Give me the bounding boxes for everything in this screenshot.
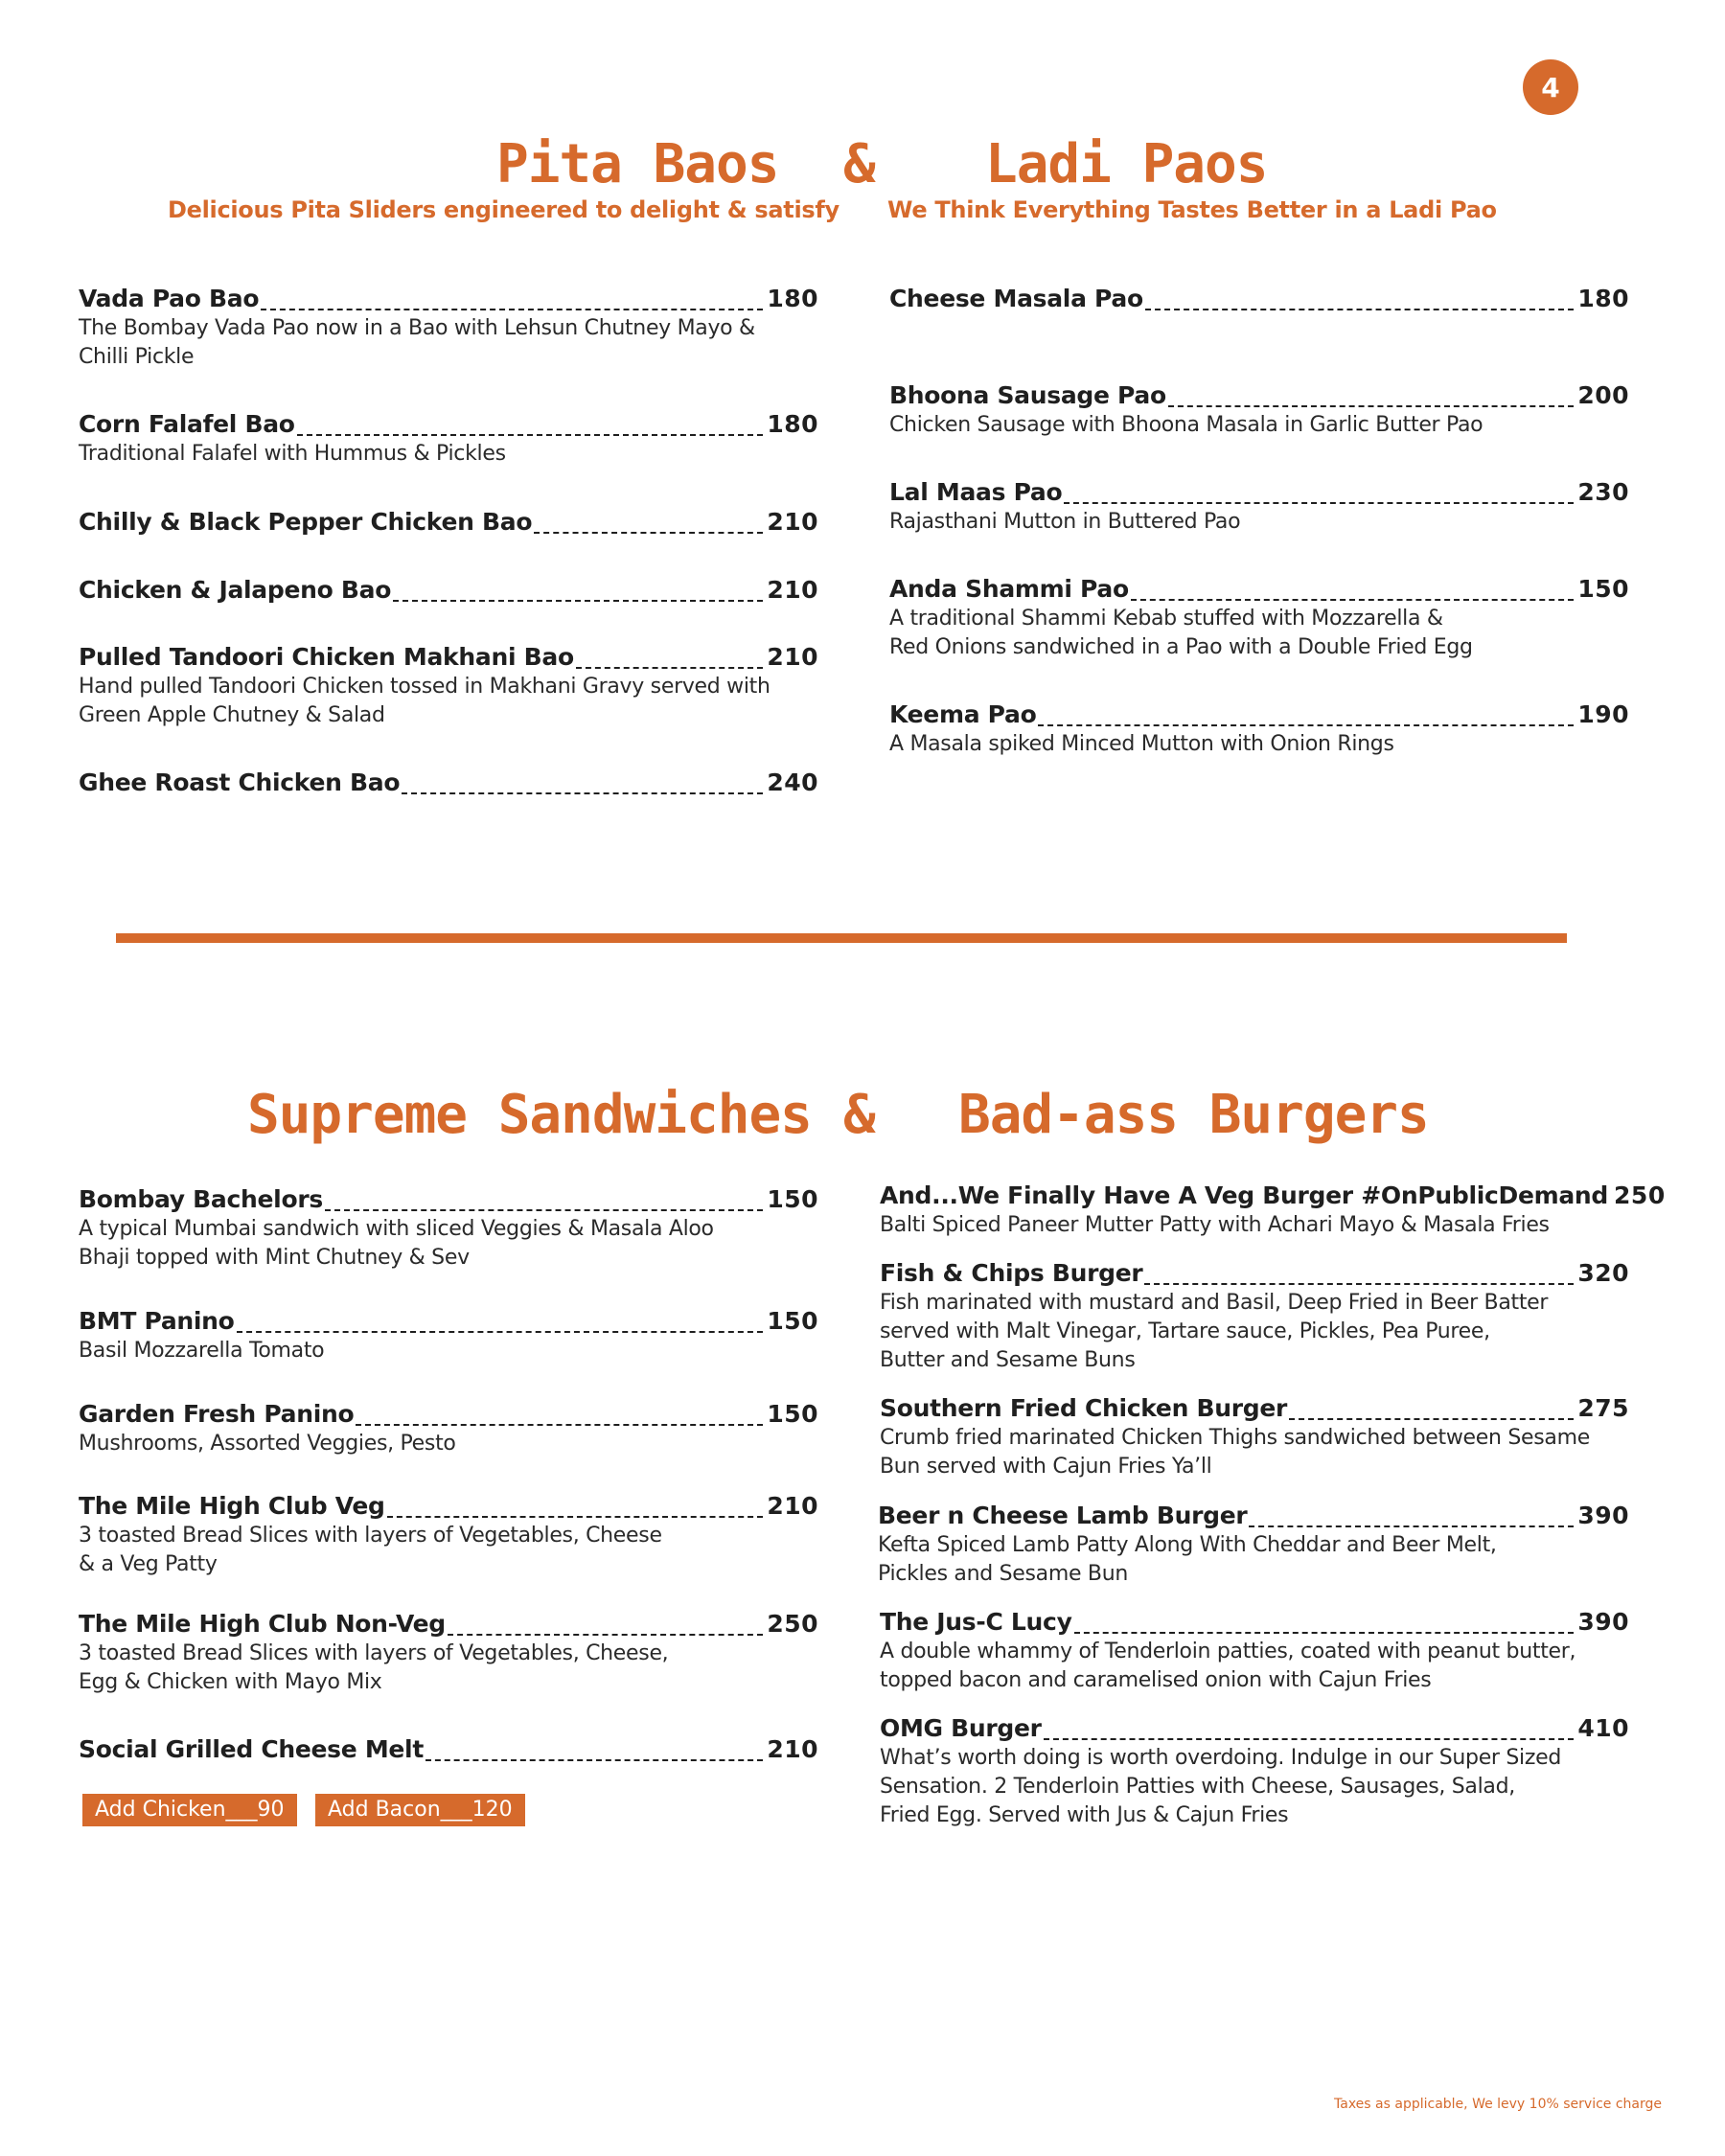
menu-item [880, 1181, 1666, 1240]
item-description: 3 toasted Bread Slices with layers of Vegetables, Cheese, [79, 1641, 669, 1665]
item-price: 210 [767, 576, 818, 604]
item-price: 180 [767, 410, 818, 438]
item-price: 210 [767, 643, 818, 671]
addon-chicken-badge: Add Chicken___90 [82, 1794, 297, 1826]
item-price: 150 [767, 1400, 818, 1428]
menu-item [880, 1393, 1629, 1481]
item-description: Crumb fried marinated Chicken Thighs sandwiched between Sesame [880, 1426, 1590, 1450]
item-description: A traditional Shammi Kebab stuffed with Mozzarella & [889, 607, 1443, 631]
item-price: 275 [1577, 1394, 1629, 1422]
menu-item [79, 507, 818, 538]
leader-dashes [1074, 1632, 1575, 1634]
section-title-ampersand-2: & [843, 1084, 875, 1146]
item-name: BMT Panino [79, 1307, 235, 1335]
item-description: The Bombay Vada Pao now in a Bao with Lehsun Chutney Mayo & [79, 316, 755, 340]
menu-item [79, 409, 818, 469]
item-price: 150 [767, 1185, 818, 1213]
item-price: 390 [1577, 1608, 1629, 1636]
item-name: Chilly & Black Pepper Chicken Bao [79, 508, 533, 536]
leader-dashes [393, 600, 763, 602]
item-name: Vada Pao Bao [79, 285, 260, 312]
item-description: Fried Egg. Served with Jus & Cajun Fries [880, 1803, 1289, 1827]
leader-dashes [402, 792, 763, 794]
menu-item [889, 284, 1629, 314]
leader-dashes [1044, 1738, 1575, 1740]
item-name: Pulled Tandoori Chicken Makhani Bao [79, 643, 574, 671]
item-price: 250 [767, 1610, 818, 1638]
item-description: Chilli Pickle [79, 345, 195, 369]
item-price: 240 [767, 768, 818, 796]
item-description: 3 toasted Bread Slices with layers of Vegetables, Cheese [79, 1524, 662, 1548]
service-charge-note: Taxes as applicable, We levy 10% service charge [1334, 2097, 1662, 2112]
item-name: Lal Maas Pao [889, 478, 1063, 506]
item-name: Southern Fried Chicken Burger [880, 1394, 1288, 1422]
section-title-ladi-paos: Ladi Paos [985, 133, 1268, 195]
item-name: The Mile High Club Non-Veg [79, 1610, 446, 1638]
item-name: Keema Pao [889, 700, 1037, 728]
item-price: 180 [767, 285, 818, 312]
item-description: & a Veg Patty [79, 1552, 218, 1576]
leader-dashes [1064, 502, 1574, 504]
item-price: 390 [1577, 1502, 1629, 1529]
item-description: Traditional Falafel with Hummus & Pickles [79, 442, 506, 466]
leader-dashes [576, 667, 763, 669]
menu-item [880, 1713, 1629, 1830]
item-description: Red Onions sandwiched in a Pao with a Double Fried Egg [889, 635, 1473, 659]
item-name: Chicken & Jalapeno Bao [79, 576, 392, 604]
leader-dashes [1289, 1418, 1574, 1420]
section-title-bad-ass-burgers: Bad-ass Burgers [958, 1084, 1429, 1146]
item-price: 150 [767, 1307, 818, 1335]
item-description: Balti Spiced Paneer Mutter Patty with Achari Mayo & Masala Fries [880, 1213, 1550, 1237]
item-name: The Jus-C Lucy [880, 1608, 1072, 1636]
menu-item [79, 1609, 818, 1697]
leader-dashes [356, 1424, 763, 1426]
item-price: 320 [1577, 1259, 1629, 1287]
menu-item [79, 1491, 818, 1579]
leader-dashes [1168, 405, 1574, 407]
item-name: OMG Burger [880, 1714, 1042, 1742]
item-price: 150 [1577, 575, 1629, 603]
menu-item [889, 574, 1629, 662]
item-price: 410 [1577, 1714, 1629, 1742]
menu-item [878, 1501, 1629, 1589]
leader-dashes [1249, 1525, 1574, 1527]
item-name: Beer n Cheese Lamb Burger [878, 1502, 1248, 1529]
item-description: What’s worth doing is worth overdoing. Indulge in our Super Sized [880, 1746, 1561, 1770]
item-name: Ghee Roast Chicken Bao [79, 768, 401, 796]
item-description: topped bacon and caramelised onion with Cajun Fries [880, 1668, 1432, 1692]
item-description: Egg & Chicken with Mayo Mix [79, 1670, 382, 1694]
item-description: Basil Mozzarella Tomato [79, 1339, 325, 1363]
leader-dashes [1131, 599, 1574, 601]
leader-dashes [237, 1331, 764, 1333]
item-name: Bombay Bachelors [79, 1185, 323, 1213]
item-description: A typical Mumbai sandwich with sliced Veggies & Masala Aloo [79, 1217, 714, 1241]
addon-bacon-badge: Add Bacon___120 [315, 1794, 525, 1826]
leader-dashes [1144, 1283, 1574, 1285]
item-price: 230 [1577, 478, 1629, 506]
leader-dashes [1038, 724, 1574, 726]
leader-dashes [387, 1516, 764, 1518]
item-price: 180 [1577, 285, 1629, 312]
item-name: Garden Fresh Panino [79, 1400, 355, 1428]
section-subtitle-pita-baos: Delicious Pita Sliders engineered to delight & satisfy [168, 196, 840, 223]
menu-item [79, 1306, 818, 1365]
item-description: A Masala spiked Minced Mutton with Onion Rings [889, 732, 1394, 756]
leader-dashes [448, 1634, 763, 1636]
item-description: Sensation. 2 Tenderloin Patties with Cheese, Sausages, Salad, [880, 1775, 1515, 1799]
item-name: The Mile High Club Veg [79, 1492, 385, 1520]
menu-item [889, 380, 1629, 440]
item-description: Green Apple Chutney & Salad [79, 703, 385, 727]
item-price: 190 [1577, 700, 1629, 728]
page-number-badge: 4 [1523, 59, 1578, 115]
item-description: Bhaji topped with Mint Chutney & Sev [79, 1246, 470, 1270]
leader-dashes [261, 309, 763, 310]
item-name: Anda Shammi Pao [889, 575, 1129, 603]
section-divider [116, 933, 1567, 943]
menu-item [79, 642, 818, 730]
item-description: Fish marinated with mustard and Basil, Deep Fried in Beer Batter [880, 1291, 1549, 1315]
leader-dashes [1145, 309, 1574, 310]
item-description: Bun served with Cajun Fries Ya’ll [880, 1455, 1212, 1479]
item-price: 210 [767, 1492, 818, 1520]
item-name: Bhoona Sausage Pao [889, 381, 1166, 409]
leader-dashes [325, 1209, 763, 1211]
item-description: served with Malt Vinegar, Tartare sauce, Pickles, Pea Puree, [880, 1319, 1490, 1343]
section-title-pita-baos: Pita Baos [496, 133, 779, 195]
section-subtitle-ladi-paos: We Think Everything Tastes Better in a Ladi Pao [887, 196, 1497, 223]
menu-item [880, 1607, 1629, 1695]
leader-dashes [297, 434, 764, 436]
menu-item [880, 1258, 1629, 1375]
menu-item [79, 575, 818, 606]
item-description: Kefta Spiced Lamb Patty Along With Cheddar and Beer Melt, [878, 1533, 1497, 1557]
item-description: Rajasthani Mutton in Buttered Pao [889, 510, 1241, 534]
item-description: Butter and Sesame Buns [880, 1348, 1136, 1372]
menu-item [79, 1399, 818, 1458]
leader-dashes [534, 532, 763, 534]
menu-item [79, 1734, 818, 1765]
item-description: Mushrooms, Assorted Veggies, Pesto [79, 1432, 456, 1456]
item-description: Hand pulled Tandoori Chicken tossed in Makhani Gravy served with [79, 675, 770, 699]
item-name: Corn Falafel Bao [79, 410, 295, 438]
menu-item [889, 477, 1629, 537]
item-price: 200 [1577, 381, 1629, 409]
item-name: Cheese Masala Pao [889, 285, 1143, 312]
menu-item [79, 768, 818, 798]
section-title-ampersand: & [843, 133, 875, 195]
item-name: Social Grilled Cheese Melt [79, 1735, 424, 1763]
item-price: 250 [1614, 1181, 1666, 1209]
item-description: A double whammy of Tenderloin patties, coated with peanut butter, [880, 1640, 1576, 1663]
leader-dashes [426, 1759, 763, 1761]
menu-item [79, 1184, 818, 1273]
item-price: 210 [767, 508, 818, 536]
item-price: 210 [767, 1735, 818, 1763]
section-title-supreme-sandwiches: Supreme Sandwiches [247, 1084, 812, 1146]
item-name: And...We Finally Have A Veg Burger #OnPublicDemand [880, 1181, 1609, 1209]
menu-item [889, 700, 1629, 759]
item-description: Pickles and Sesame Bun [878, 1562, 1128, 1586]
item-name: Fish & Chips Burger [880, 1259, 1143, 1287]
item-description: Chicken Sausage with Bhoona Masala in Garlic Butter Pao [889, 413, 1484, 437]
menu-item [79, 284, 818, 372]
